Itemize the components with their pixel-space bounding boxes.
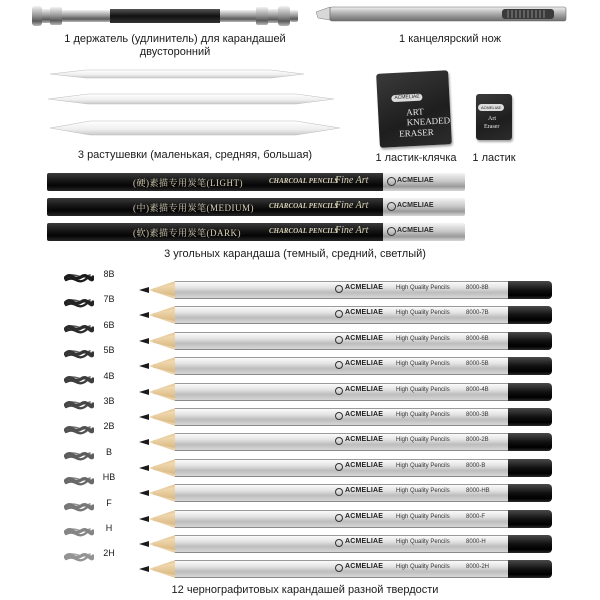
grade-label: 4B bbox=[103, 371, 115, 381]
shade-swatch bbox=[64, 473, 94, 483]
shade-swatch bbox=[64, 397, 94, 407]
pencil-label: High Quality Pencils bbox=[396, 336, 450, 342]
pencil-lead-tip bbox=[139, 414, 149, 420]
pencil-code: 8000-H bbox=[466, 539, 486, 545]
pencil-label: High Quality Pencils bbox=[396, 361, 450, 367]
blending-stump-medium bbox=[48, 94, 334, 104]
pencil-end-cap bbox=[508, 510, 552, 528]
graphite-pencil bbox=[139, 332, 552, 350]
pencil-lead-tip bbox=[139, 287, 149, 293]
blending-stump-large bbox=[50, 121, 340, 135]
brand-logo-icon bbox=[335, 310, 343, 318]
pencil-label: High Quality Pencils bbox=[396, 387, 450, 393]
pencil-code: 8000-2H bbox=[466, 564, 490, 570]
grade-label: 2H bbox=[103, 548, 115, 558]
charcoal-pencil-brand: ACMELIAE bbox=[397, 177, 434, 184]
pencil-code: 8000-4B bbox=[466, 387, 489, 393]
pencil-brand: ACMELIAE bbox=[345, 386, 384, 393]
pencil-code: 8000-8B bbox=[466, 285, 489, 291]
graphite-pencil bbox=[139, 484, 552, 502]
grade-label: HB bbox=[102, 472, 116, 482]
graphite-pencil bbox=[139, 560, 552, 578]
charcoal-pencil-series: CHARCOAL PENCILS bbox=[269, 202, 339, 210]
graphite-pencil bbox=[139, 535, 552, 553]
charcoal-pencil-series: CHARCOAL PENCILS bbox=[269, 177, 339, 185]
brand-logo-icon bbox=[387, 227, 396, 236]
pencil-end-cap bbox=[508, 408, 552, 426]
small-eraser-line-2: Eraser bbox=[484, 124, 500, 130]
brand-logo-icon bbox=[335, 539, 343, 547]
charcoal-pencil bbox=[47, 223, 465, 241]
shade-swatch bbox=[64, 422, 94, 432]
pencil-end-cap bbox=[508, 332, 552, 350]
brand-logo-icon bbox=[335, 412, 343, 420]
graphite-pencil bbox=[139, 408, 552, 426]
grade-label: F bbox=[106, 498, 112, 508]
graphite-pencil bbox=[139, 433, 552, 451]
pencil-brand: ACMELIAE bbox=[345, 436, 384, 443]
graphite-pencil bbox=[139, 383, 552, 401]
pencil-brand: ACMELIAE bbox=[345, 284, 384, 291]
pencil-label: High Quality Pencils bbox=[396, 412, 450, 418]
pencil-lead-tip bbox=[139, 566, 149, 572]
holder-caption-line-2: двусторонний bbox=[139, 46, 211, 58]
stumps-caption: 3 растушевки (маленькая, средняя, большая) bbox=[77, 149, 313, 161]
pencil-end-cap bbox=[508, 484, 552, 502]
shade-swatch bbox=[64, 549, 94, 559]
shade-swatch bbox=[64, 499, 94, 509]
grade-label: 5B bbox=[103, 345, 115, 355]
shade-swatch bbox=[64, 321, 94, 331]
graphite-caption: 12 чернографитовых карандашей разной твердости bbox=[171, 584, 439, 596]
pencil-end-cap bbox=[508, 383, 552, 401]
brand-logo-icon bbox=[387, 177, 396, 186]
charcoal-pencil bbox=[47, 173, 465, 191]
pencil-holder-icon bbox=[32, 5, 298, 27]
pencil-lead-tip bbox=[139, 516, 149, 522]
pencil-end-cap bbox=[508, 459, 552, 477]
charcoal-pencil-brand: ACMELIAE bbox=[397, 227, 434, 234]
brand-logo-icon bbox=[335, 514, 343, 522]
charcoal-pencil-brand: ACMELIAE bbox=[397, 202, 434, 209]
pencil-lead-tip bbox=[139, 465, 149, 471]
pencil-label: High Quality Pencils bbox=[396, 285, 450, 291]
charcoal-pencil-line: Fine Art bbox=[335, 225, 369, 236]
small-eraser bbox=[476, 94, 512, 140]
pencil-brand: ACMELIAE bbox=[345, 487, 384, 494]
pencil-code: 8000-HB bbox=[466, 488, 490, 494]
charcoal-pencil-chinese-label: (软)素描专用炭笔(DARK) bbox=[133, 228, 241, 238]
pencil-brand: ACMELIAE bbox=[345, 335, 384, 342]
grade-label: 6B bbox=[103, 320, 115, 330]
brand-logo-icon bbox=[335, 387, 343, 395]
pencil-brand: ACMELIAE bbox=[345, 563, 384, 570]
charcoal-pencil-line: Fine Art bbox=[335, 175, 369, 186]
pencil-label: High Quality Pencils bbox=[396, 437, 450, 443]
grade-label: B bbox=[105, 447, 112, 457]
kneaded-eraser bbox=[376, 70, 452, 148]
charcoal-caption: 3 угольных карандаша (темный, средний, светлый) bbox=[164, 248, 426, 260]
pencil-brand: ACMELIAE bbox=[345, 309, 384, 316]
shade-swatch bbox=[64, 295, 94, 305]
charcoal-pencil-series: CHARCOAL PENCILS bbox=[269, 227, 339, 235]
pencil-brand: ACMELIAE bbox=[345, 360, 384, 367]
graphite-pencil bbox=[139, 281, 552, 299]
grade-label: 3B bbox=[103, 396, 115, 406]
pencil-end-cap bbox=[508, 281, 552, 299]
pencil-code: 8000-2B bbox=[466, 437, 489, 443]
pencil-lead-tip bbox=[139, 338, 149, 344]
pencil-label: High Quality Pencils bbox=[396, 310, 450, 316]
kneaded-eraser-line-1: ART bbox=[405, 106, 424, 118]
pencil-label: High Quality Pencils bbox=[396, 514, 450, 520]
brand-logo-icon bbox=[335, 437, 343, 445]
blending-stump-small bbox=[50, 70, 304, 78]
utility-knife-icon bbox=[316, 4, 570, 24]
pencil-lead-tip bbox=[139, 363, 149, 369]
kneaded-caption: 1 ластик-клячка bbox=[375, 152, 457, 164]
grade-label: 2B bbox=[103, 421, 115, 431]
pencil-end-cap bbox=[508, 560, 552, 578]
charcoal-pencil bbox=[47, 198, 465, 216]
grade-label: H bbox=[105, 523, 113, 533]
brand-logo-icon bbox=[335, 564, 343, 572]
eraser-caption: 1 ластик bbox=[472, 152, 516, 164]
pencil-end-cap bbox=[508, 433, 552, 451]
pencil-lead-tip bbox=[139, 389, 149, 395]
charcoal-pencil-chinese-label: (中)素描专用炭笔(MEDIUM) bbox=[133, 203, 254, 213]
pencil-label: High Quality Pencils bbox=[396, 539, 450, 545]
pencil-code: 8000-F bbox=[466, 514, 486, 520]
shade-swatch bbox=[64, 524, 94, 534]
grade-label: 8B bbox=[103, 269, 115, 279]
charcoal-pencil-chinese-label: (硬)素描专用炭笔(LIGHT) bbox=[133, 178, 243, 188]
shade-swatch bbox=[64, 270, 94, 280]
brand-logo-icon bbox=[335, 463, 343, 471]
kneaded-eraser-line-2: KNEADED bbox=[406, 115, 451, 128]
pencil-code: 8000-B bbox=[466, 463, 486, 469]
pencil-code: 8000-3B bbox=[466, 412, 489, 418]
pencil-brand: ACMELIAE bbox=[345, 538, 384, 545]
graphite-pencil bbox=[139, 306, 552, 324]
pencil-code: 8000-5B bbox=[466, 361, 489, 367]
brand-logo-icon bbox=[387, 202, 396, 211]
pencil-end-cap bbox=[508, 535, 552, 553]
blending-stumps bbox=[46, 66, 342, 142]
grade-label: 7B bbox=[103, 294, 115, 304]
knife-caption: 1 канцелярский нож bbox=[399, 33, 501, 45]
pencil-brand: ACMELIAE bbox=[345, 462, 384, 469]
brand-logo-icon bbox=[335, 361, 343, 369]
graphite-pencil bbox=[139, 459, 552, 477]
shade-swatch bbox=[64, 346, 94, 356]
shade-swatch bbox=[64, 448, 94, 458]
kneaded-eraser-line-3: ERASER bbox=[399, 127, 435, 139]
brand-logo-icon bbox=[335, 336, 343, 344]
pencil-brand: ACMELIAE bbox=[345, 411, 384, 418]
holder-caption-line-1: 1 держатель (удлинитель) для карандашей bbox=[64, 33, 286, 45]
pencil-end-cap bbox=[508, 306, 552, 324]
small-eraser-line-1: Art bbox=[488, 116, 496, 122]
pencil-code: 8000-7B bbox=[466, 310, 489, 316]
pencil-lead-tip bbox=[139, 541, 149, 547]
shade-swatch bbox=[64, 372, 94, 382]
charcoal-pencil-line: Fine Art bbox=[335, 200, 369, 211]
kneaded-eraser-brand: ACMELIAE bbox=[391, 94, 423, 103]
pencil-label: High Quality Pencils bbox=[396, 488, 450, 494]
graphite-pencil bbox=[139, 357, 552, 375]
pencil-lead-tip bbox=[139, 490, 149, 496]
brand-logo-icon bbox=[335, 488, 343, 496]
pencil-lead-tip bbox=[139, 439, 149, 445]
pencil-brand: ACMELIAE bbox=[345, 513, 384, 520]
brand-logo-icon bbox=[335, 285, 343, 293]
pencil-lead-tip bbox=[139, 312, 149, 318]
small-eraser-brand: ACMELIAE bbox=[478, 104, 504, 111]
graphite-pencil bbox=[139, 510, 552, 528]
pencil-code: 8000-6B bbox=[466, 336, 489, 342]
pencil-end-cap bbox=[508, 357, 552, 375]
pencil-label: High Quality Pencils bbox=[396, 463, 450, 469]
holder-caption bbox=[40, 33, 310, 59]
pencil-label: High Quality Pencils bbox=[396, 564, 450, 570]
